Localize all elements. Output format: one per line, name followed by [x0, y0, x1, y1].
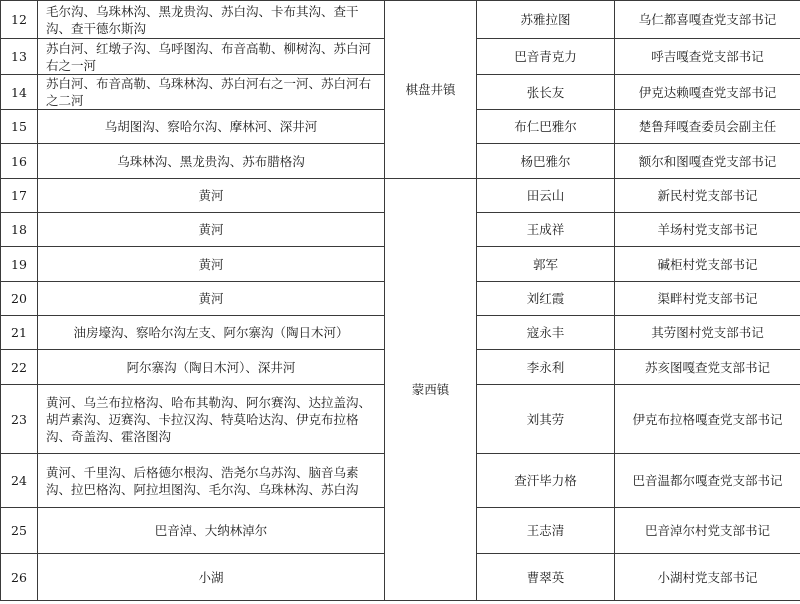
river-list: 毛尔沟、乌珠林沟、黑龙贵沟、苏白沟、卡布其沟、查干沟、查干德尔斯沟: [38, 1, 385, 39]
person-title: 楚鲁拜嘎查委员会副主任: [615, 110, 800, 144]
person-name: 郭军: [477, 247, 615, 282]
person-title: 新民村党支部书记: [615, 179, 800, 213]
row-number: 23: [1, 385, 38, 454]
town-name: 棋盘井镇: [385, 1, 477, 179]
river-list: 苏白河、红墩子沟、乌呼图沟、布音高勒、柳树沟、苏白河右之一河: [38, 39, 385, 75]
row-number: 21: [1, 316, 38, 350]
river-list: 苏白河、布音高勒、乌珠林沟、苏白河右之一河、苏白河右之二河: [38, 75, 385, 110]
row-number: 16: [1, 144, 38, 179]
row-number: 15: [1, 110, 38, 144]
table-row: [1, 1, 800, 39]
river-list: 巴音淖、大纳林淖尔: [38, 508, 385, 554]
person-name: 刘红霞: [477, 282, 615, 316]
person-title: 小湖村党支部书记: [615, 554, 800, 601]
person-name: 张长友: [477, 75, 615, 110]
river-list: 黄河: [38, 247, 385, 282]
river-list: 黄河、千里沟、后格德尔根沟、浩尧尔乌苏沟、脑音乌素沟、拉巴格沟、阿拉坦图沟、毛尔沟、乌珠林沟、苏白沟: [38, 454, 385, 508]
person-title: 额尔和图嘎查党支部书记: [615, 144, 800, 179]
row-number: 18: [1, 213, 38, 247]
town-name: 蒙西镇: [385, 179, 477, 601]
person-name: 苏雅拉图: [477, 1, 615, 39]
row-number: 13: [1, 39, 38, 75]
person-name: 巴音青克力: [477, 39, 615, 75]
table-row: [1, 179, 800, 213]
row-number: 14: [1, 75, 38, 110]
row-number: 24: [1, 454, 38, 508]
person-title: 巴音淖尔村党支部书记: [615, 508, 800, 554]
row-number: 17: [1, 179, 38, 213]
river-list: 小湖: [38, 554, 385, 601]
row-number: 19: [1, 247, 38, 282]
person-title: 巴音温都尔嘎查党支部书记: [615, 454, 800, 508]
person-title: 渠畔村党支部书记: [615, 282, 800, 316]
river-list: 黄河: [38, 213, 385, 247]
person-name: 王志清: [477, 508, 615, 554]
person-title: 苏亥图嘎查党支部书记: [615, 350, 800, 385]
river-list: 黄河: [38, 282, 385, 316]
river-list: 乌胡图沟、察哈尔沟、摩林河、深井河: [38, 110, 385, 144]
person-title: 伊克达赖嘎查党支部书记: [615, 75, 800, 110]
person-title: 呼吉嘎查党支部书记: [615, 39, 800, 75]
person-name: 田云山: [477, 179, 615, 213]
row-number: 26: [1, 554, 38, 601]
person-title: 碱柜村党支部书记: [615, 247, 800, 282]
river-list: 阿尔寨沟（陶日木河）、深井河: [38, 350, 385, 385]
river-list: 乌珠林沟、黑龙贵沟、苏布腊格沟: [38, 144, 385, 179]
person-name: 王成祥: [477, 213, 615, 247]
person-title: 乌仁都喜嘎查党支部书记: [615, 1, 800, 39]
person-name: 布仁巴雅尔: [477, 110, 615, 144]
person-name: 曹翠英: [477, 554, 615, 601]
person-name: 查汗毕力格: [477, 454, 615, 508]
row-number: 20: [1, 282, 38, 316]
person-name: 寇永丰: [477, 316, 615, 350]
person-title: 伊克布拉格嘎查党支部书记: [615, 385, 800, 454]
river-list: 黄河、乌兰布拉格沟、哈布其勒沟、阿尔赛沟、达拉盖沟、胡芦素沟、迈赛沟、卡拉汉沟、特莫哈达沟、伊克布拉格沟、奇盖沟、霍洛图沟: [38, 385, 385, 454]
row-number: 25: [1, 508, 38, 554]
person-name: 刘其劳: [477, 385, 615, 454]
person-title: 其劳图村党支部书记: [615, 316, 800, 350]
person-name: 杨巴雅尔: [477, 144, 615, 179]
person-title: 羊场村党支部书记: [615, 213, 800, 247]
river-list: 油房壕沟、察哈尔沟左支、阿尔寨沟（陶日木河）: [38, 316, 385, 350]
row-number: 22: [1, 350, 38, 385]
row-number: 12: [1, 1, 38, 39]
river-list: 黄河: [38, 179, 385, 213]
person-name: 李永利: [477, 350, 615, 385]
